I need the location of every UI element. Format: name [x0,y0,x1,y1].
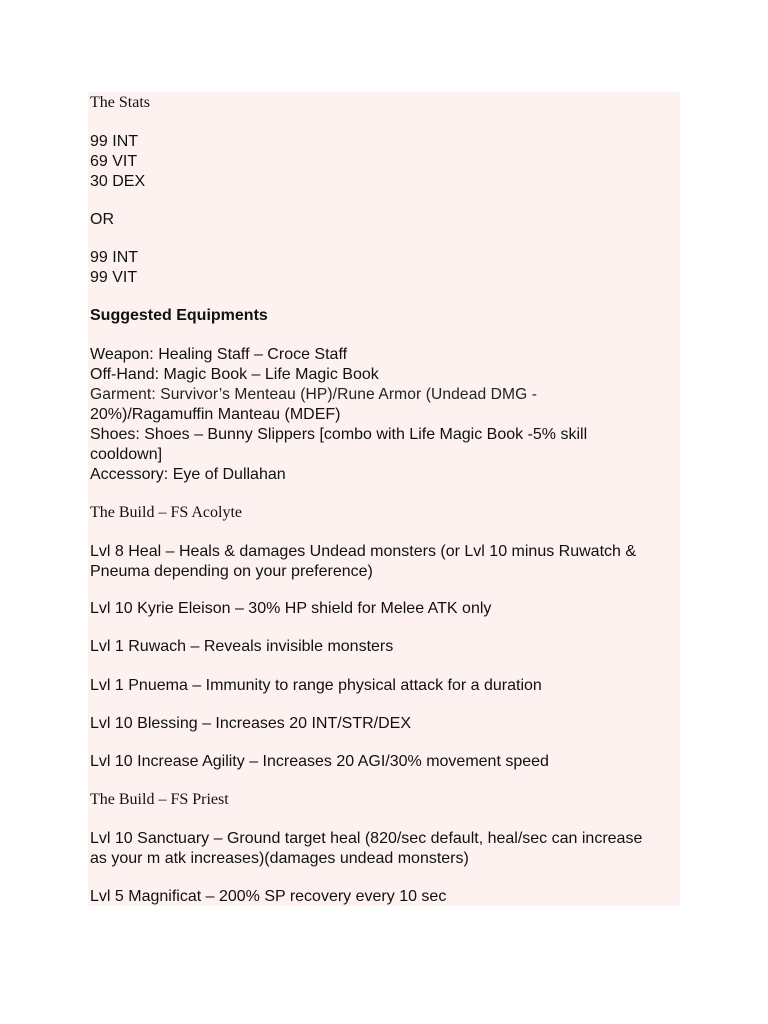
skill-sanctuary-cont: as your m atk increases)(damages undead monsters) [90,850,469,867]
priest-heading: The Build – FS Priest [90,791,229,808]
stat-line: 30 DEX [90,173,146,190]
document-page [88,92,680,906]
equipment-garment-cont: 20%)/Ragamuffin Manteau (MDEF) [90,406,341,423]
skill-blessing: Lvl 10 Blessing – Increases 20 INT/STR/DEX [90,715,412,732]
skill-heal: Lvl 8 Heal – Heals & damages Undead monsters (or Lvl 10 minus Ruwatch & [90,543,637,560]
skill-pnuema: Lvl 1 Pnuema – Immunity to range physical attack for a duration [90,677,542,694]
equipment-shoes-cont: cooldown] [90,446,163,463]
acolyte-heading: The Build – FS Acolyte [90,504,242,521]
skill-heal-cont: Pneuma depending on your preference) [90,563,373,580]
skill-sanctuary: Lvl 10 Sanctuary – Ground target heal (820/sec default, heal/sec can increase [90,830,643,847]
stat-line: 99 INT [90,133,139,150]
equipment-heading: Suggested Equipments [90,307,268,324]
equipment-garment: Garment: Survivor’s Menteau (HP)/Rune Armor (Undead DMG - [90,386,538,403]
equipment-offhand: Off-Hand: Magic Book – Life Magic Book [90,366,379,383]
skill-ruwach: Lvl 1 Ruwach – Reveals invisible monsters [90,638,394,655]
or-label: OR [90,211,114,228]
equipment-accessory: Accessory: Eye of Dullahan [90,466,286,483]
stat-line: 99 VIT [90,269,138,286]
skill-kyrie: Lvl 10 Kyrie Eleison – 30% HP shield for Melee ATK only [90,600,492,617]
equipment-shoes: Shoes: Shoes – Bunny Slippers [combo with Life Magic Book -5% skill [90,426,588,443]
equipment-weapon: Weapon: Healing Staff – Croce Staff [90,346,348,363]
skill-magnificat: Lvl 5 Magnificat – 200% SP recovery every 10 sec [90,888,447,905]
stats-heading: The Stats [90,94,150,111]
stat-line: 69 VIT [90,153,138,170]
stat-line: 99 INT [90,249,139,266]
skill-agility: Lvl 10 Increase Agility – Increases 20 AGI/30% movement speed [90,753,549,770]
